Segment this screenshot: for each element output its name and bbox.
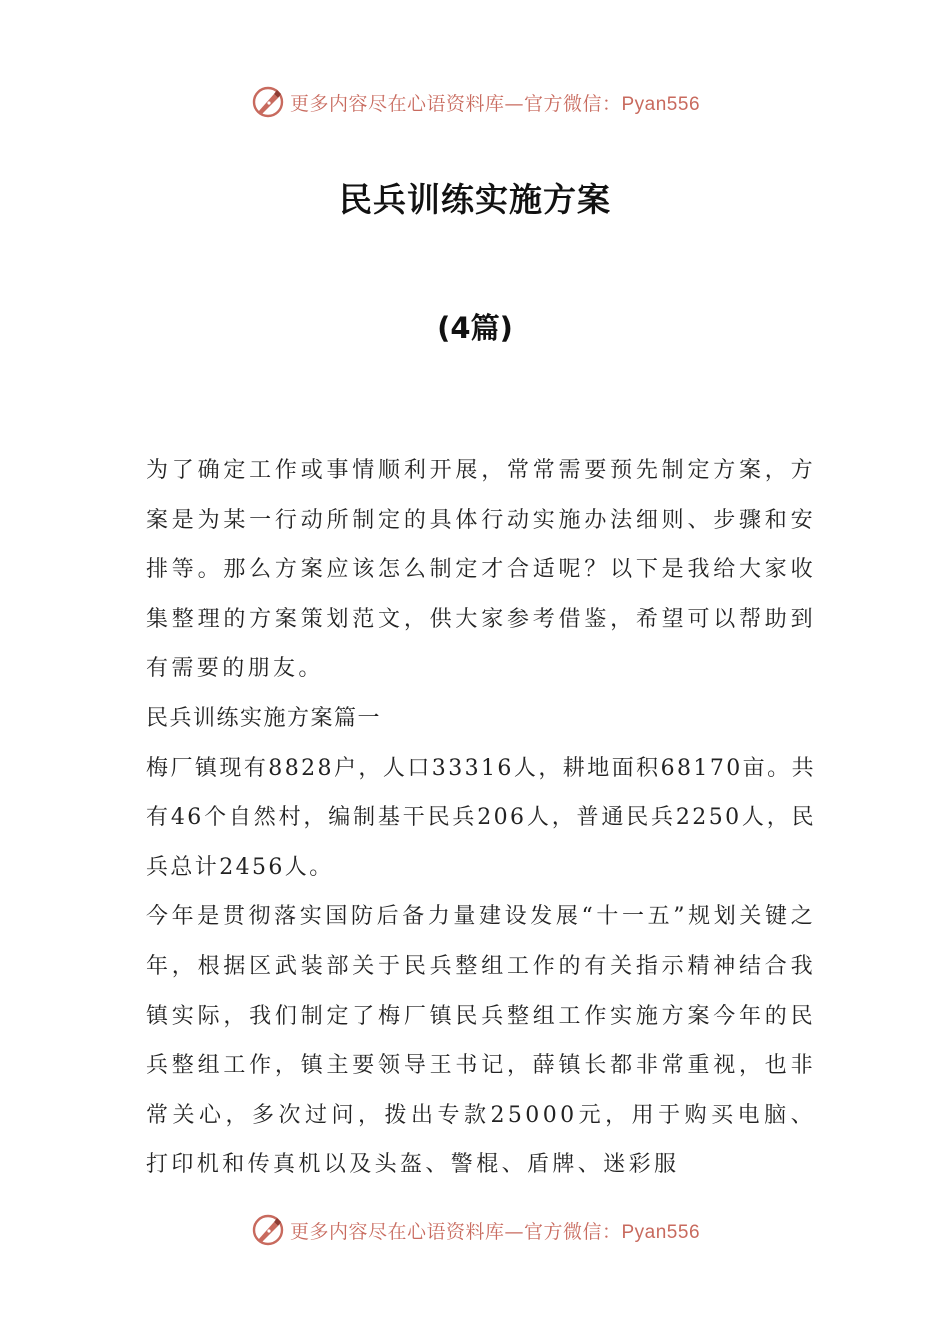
intro-paragraph: 为了确定工作或事情顺利开展，常常需要预先制定方案，方案是为某一行动所制定的具体行动实施办法细则、步骤和安排等。那么方案应该怎么制定才合适呢？以下是我给大家收集整理的方案策划范文，供大家参考借鉴，希望可以帮助到有需要的朋友。	[146, 458, 816, 682]
wechat-id: Pyan556	[621, 1221, 701, 1243]
pen-nib-logo-icon	[250, 1212, 286, 1248]
wechat-id: Pyan556	[621, 93, 701, 115]
document-body	[146, 446, 816, 1190]
stats-paragraph: 梅厂镇现有8828户，人口33316人，耕地面积68170亩。共有46个自然村，编制基干民兵206人，普通民兵2250人，民兵总计2456人。	[146, 755, 816, 880]
document-title: 民兵训练实施方案	[339, 180, 611, 219]
header-banner-text: 更多内容尽在心语资料库—官方微信：Pyan556	[289, 92, 701, 115]
document-subtitle: (4篇)	[437, 311, 513, 345]
body-paragraph: 今年是贯彻落实国防后备力量建设发展“十一五”规划关键之年，根据区武装部关于民兵整组工作的有关指示精神结合我镇实际，我们制定了梅厂镇民兵整组工作实施方案今年的民兵整组工作，镇主要领导王书记，薛镇长都非常重视，也非常关心，多次过问，拨出专款25000元，用于购买电脑、打印机和传真机以及头盔、警棍、盾牌、迷彩服	[146, 904, 816, 1178]
pen-nib-logo-icon	[250, 84, 286, 120]
footer-banner	[0, 1210, 950, 1250]
section-heading: 民兵训练实施方案篇一	[146, 705, 382, 731]
footer-banner-text: 更多内容尽在心语资料库—官方微信：Pyan556	[289, 1220, 701, 1243]
header-banner	[0, 82, 950, 122]
